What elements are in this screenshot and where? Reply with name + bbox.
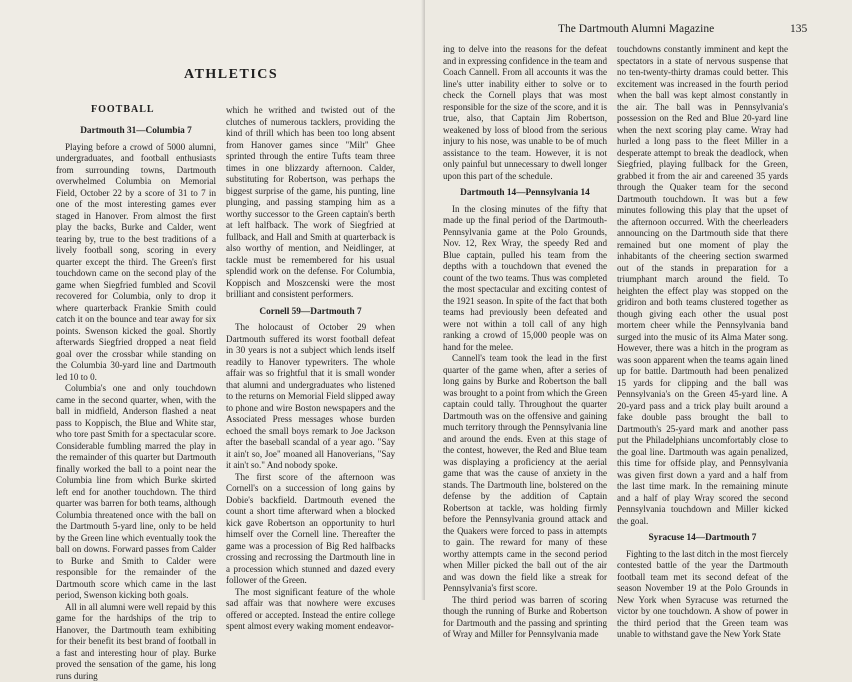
game-heading: Cornell 59—Dartmouth 7 xyxy=(226,307,395,319)
paragraph: In the closing minutes of the fifty that made up the final period of the Dartmouth-Pennsylvania game at the Polo Grounds, Nov. 12, Rex Wray, the speedy Red and Blue captain, pulled his team from the depths with a touchdown that evened the count of the two teams. Thus was completed the most spectacular and exciting contest of the 1921 season. In spite of the fact that both teams had previously been defeated and were not within a toll call of any high ranking a crowd of 15,000 people was on hand for the melee. xyxy=(443,204,607,354)
paragraph: The third period was barren of scoring though the running of Burke and Robertson for Dartmouth and the passing and sprinting of Wray and Miller for Pennsylvania made xyxy=(443,595,607,641)
left-column-2 xyxy=(226,105,395,600)
paragraph-continued: which he writhed and twisted out of the clutches of numerous tacklers, providing the kind of thrill which has been too long absent from Hanover games since "Milt" Ghee sprinted through the entire Tufts team three times in one blizzardy afternoon. Calder, substituting for Robertson, was perhaps the biggest surprise of the game, his punting, line plunging, and passing stamping him as a worthy successor to the Green captain's berth at left halfback. The work of Siegfried at fullback, and Hall and Smith at quarterback is also worthy of mention, and Neidlinger, at tackle must be remembered for his usual splendid work on the defense. For Columbia, Koppisch and Moszcenski were the most brilliant and consistent performers. xyxy=(226,105,395,301)
paragraph-continued: ing to delve into the reasons for the defeat and in expressing confidence in the team and Coach Cannell. From all accounts it was the line's utter inability either to solve or to check the Cornell plays that was most responsible for the size of the score, and it is true, also, that Captain Jim Robertson, weakened by loss of blood from the serious injury to his nose, was unable to be of much assistance to the team. However, it is not only painful but unnecessary to dwell longer upon this part of the schedule. xyxy=(443,44,607,182)
section-title: ATHLETICS xyxy=(184,67,278,83)
left-column-1 xyxy=(56,120,216,600)
paragraph: Playing before a crowd of 5000 alumni, undergraduates, and football enthusiasts from surrounding towns, Dartmouth overwhelmed Columbia on Memorial Field, October 22 by a score of 31 to 7 in one of the most interesting games ever staged in Hanover. From almost the first play the backs, Burke and Calder, went tearing by, true to the best traditions of a lively football song, scoring in every quarter except the third. The Green's first touchdown came on the second play of the game when Siegfried fumbled and Scovil recovered for Columbia, only to drop it where quarterback Frankie Smith could catch it on the bounce and tear away for six points. Swenson kicked the goal. Shortly afterwards Siegfried dropped a neat field goal over the crossbar while standing on the Columbia 30-yard line and Dartmouth led 10 to 0. xyxy=(56,142,216,384)
paragraph: Fighting to the last ditch in the most fiercely contested battle of the year the Dartmouth football team met its second defeat of the season November 19 at the Polo Grounds in New York when Syracuse was returned the victor by one touchdown. A show of power in the third period that the Green team was unable to withstand gave the New York State xyxy=(617,549,788,641)
right-column-2 xyxy=(617,44,788,600)
left-page xyxy=(0,0,425,600)
paragraph: Columbia's one and only touchdown came in the second quarter, when, with the ball in midfield, Anderson flashed a neat pass to Koppisch, the Blue and White star, who tore past Smith for a spectacular score. Considerable fumbling marred the play in the remainder of this quarter but Dartmouth finally worked the ball to a point near the Columbia line from which Burke skirted left end for another touchdown. The third quarter was barren for both teams, although Columbia threatened once with the ball on the Dartmouth 5-yard line, only to be held by the Green line which eventually took the ball on downs. Forward passes from Calder to Burke and Smith to Calder were responsible for the remainder of the Dartmouth score which came in the last period, Swenson kicking both goals. xyxy=(56,383,216,602)
paragraph: The holocaust of October 29 when Dartmouth suffered its worst football defeat in 30 years is not a subject which lends itself readily to Hanover typewriters. The whole affair was so frightful that it is small wonder that alumni and undergraduates who listened to the returns on Memorial Field slipped away to phone and wire Boston newspapers and the Associated Press messages whose burden echoed the small boys remark to Joe Jackson after the baseball scandal of a year ago. "Say it ain't so, Joe" moaned all Hanoverians, "Say it ain't so." And nobody spoke. xyxy=(226,322,395,472)
subsection-title: FOOTBALL xyxy=(91,104,155,115)
paragraph: The first score of the afternoon was Cornell's on a succession of long gains by Dobie's backfield. Dartmouth evened the count a short time afterward when a blocked kick gave Robertson an opportunity to hurl himself over the Cornell line. Thereafter the game was a procession of Big Red halfbacks crossing and recrossing the Dartmouth line in a procession which stunned and dazed every follower of the Green. xyxy=(226,472,395,587)
paragraph: The most significant feature of the whole sad affair was that nowhere were excuses offered or accepted. Instead the entire college spent almost every waking moment endeavor- xyxy=(226,587,395,633)
right-page xyxy=(425,0,852,600)
right-column-1 xyxy=(443,44,607,600)
game-heading: Syracuse 14—Dartmouth 7 xyxy=(617,533,788,545)
running-head: The Dartmouth Alumni Magazine xyxy=(558,23,714,35)
game-heading: Dartmouth 31—Columbia 7 xyxy=(56,126,216,138)
paragraph: All in all alumni were well repaid by this game for the hardships of the trip to Hanover, the Dartmouth team exhibiting for their benefit its best brand of football in a fast and interesting hour of play. Burke proved the sensation of the game, his long runs during xyxy=(56,602,216,682)
paragraph: Cannell's team took the lead in the first quarter of the game when, after a series of long gains by Burke and Robertson the ball was brought to a point from which the Green captain could tally. Throughout the quarter Dartmouth was on the offensive and gaining much territory through the Pennsylvania line and around the ends. Even at this stage of the contest, however, the Red and Blue team was displaying a proficiency at the aerial game that was the cause of anxiety in the stands. The Dartmouth line, bolstered on the defense by the addition of Captain Robertson at tackle, was holding firmly before the Pennsylvania ground attack and the Quakers were forced to pass in attempts to gain. The reward for many of these worthy attempts came in the second period when Miller picked the ball out of the air and was down the field like a streak for Pennsylvania's first score. xyxy=(443,353,607,595)
game-heading: Dartmouth 14—Pennsylvania 14 xyxy=(443,188,607,200)
paragraph-continued: touchdowns constantly imminent and kept the spectators in a state of nervous suspense that no ten-twenty-thirty dramas could better. This excitement was increased in the fourth period when the ball was kept almost constantly in the air. The ball was in Pennsylvania's possession on the Red and Blue 20-yard line when the next scoring play came. Wray had hurled a long pass to the fleet Miller in a desperate attempt to break the deadlock, when Siegfried, playing fullback for the Green, grabbed it from the air and careened 35 yards through the Quaker team for the second Dartmouth touchdown. It was but a few minutes following this play that the upset of the afternoon occurred. With the cheerleaders announcing on the Dartmouth side that there remained but one moment of play the inhabitants of the cheering section swarmed out of the stands in preparation for a triumphant march around the field. To heighten the effect play was stopped on the gridiron and both teams clustered together as though giving each other the usual post mortem cheer while the Pennsylvania band surged into the music of its Alma Mater song. However, there was a hitch in the program as was soon apparent when the teams again lined up for battle. Dartmouth had been penalized 15 yards for clipping and the ball was Pennsylvania's on the Green 45-yard line. A 20-yard pass and a trick play built around a fake double pass brought the ball to Dartmouth's 25-yard mark and another pass put the Philadelphians uncomfortably close to the goal line. Dartmouth was again penalized, this time for offside play, and Pennsylvania was given first down a yard and a half from the last time mark. In the remaining minute and a half of play Wray scored the second Pennsylvania touchdown and Miller kicked the goal. xyxy=(617,44,788,527)
page-number: 135 xyxy=(790,23,807,35)
